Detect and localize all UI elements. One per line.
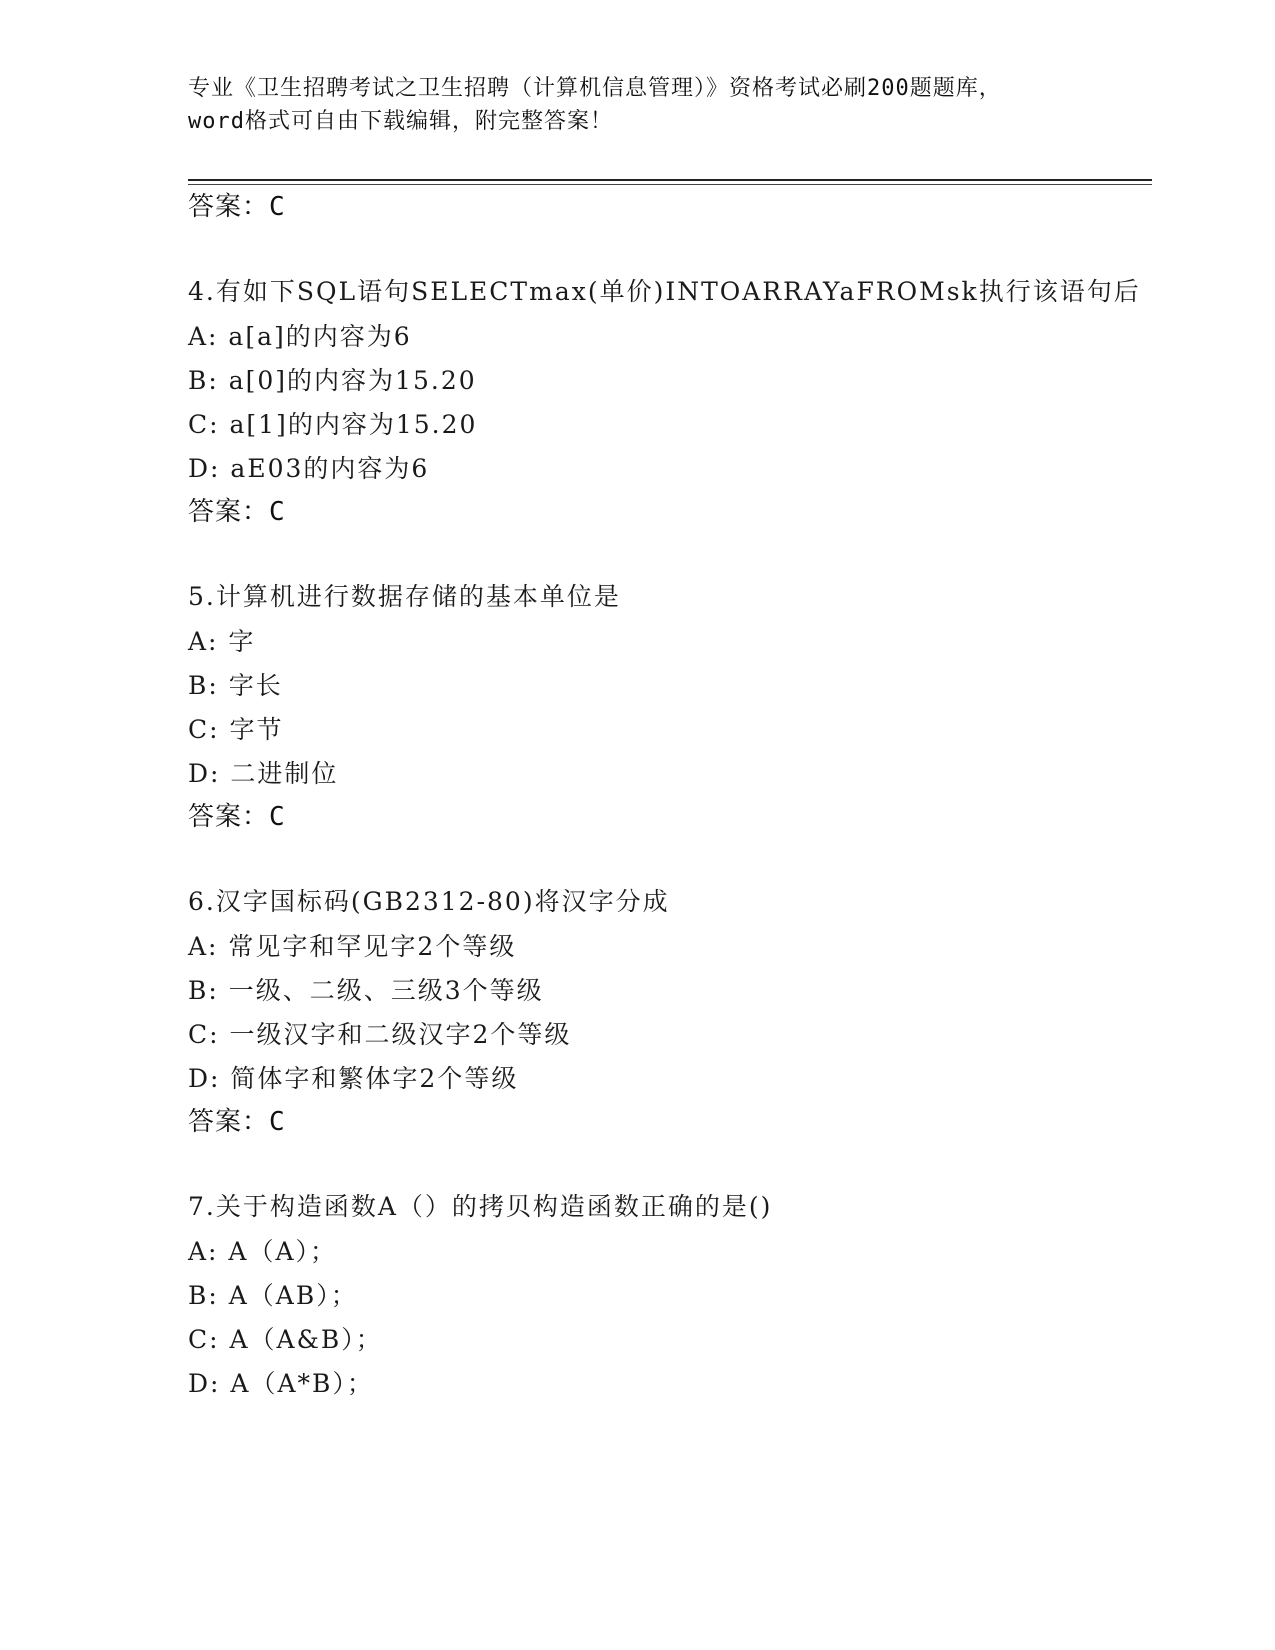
answer-line: 答案：C: [188, 192, 286, 222]
question-4-option-c: C: a[1]的内容为15.20: [188, 410, 478, 439]
question-6-option-c: C: 一级汉字和二级汉字2个等级: [188, 1020, 572, 1049]
question-5-answer: 答案：C: [188, 802, 286, 832]
question-5-option-c: C: 字节: [188, 715, 284, 744]
question-7-option-d: D: A（A*B）；: [188, 1369, 374, 1398]
question-7-option-a: A: A（A）；: [188, 1237, 338, 1266]
header-line-2: word格式可自由下载编辑，附完整答案！: [188, 109, 613, 134]
question-4-answer: 答案：C: [188, 497, 286, 527]
question-5-option-a: A: 字: [188, 627, 256, 656]
question-6-option-d: D: 简体字和繁体字2个等级: [188, 1064, 519, 1093]
header-divider-thin: [188, 184, 1152, 185]
question-4-option-d: D: aE03的内容为6: [188, 454, 430, 483]
question-5-option-d: D: 二进制位: [188, 759, 339, 788]
question-4-text: 4.有如下SQL语句SELECTmax(单价)INTOARRAYaFROMsk执行该语句后: [188, 277, 1141, 306]
question-4-option-b: B: a[0]的内容为15.20: [188, 366, 477, 395]
question-5-option-b: B: 字长: [188, 671, 283, 700]
question-6-option-a: A: 常见字和罕见字2个等级: [188, 932, 517, 961]
question-6-answer: 答案：C: [188, 1107, 286, 1137]
question-7-option-c: C: A（A&B）；: [188, 1325, 383, 1354]
header-line-1: 专业《卫生招聘考试之卫生招聘（计算机信息管理）》资格考试必刷200题题库，: [188, 76, 1002, 101]
document-header: [188, 72, 1088, 138]
question-5-text: 5.计算机进行数据存储的基本单位是: [188, 582, 621, 611]
question-6-option-b: B: 一级、二级、三级3个等级: [188, 976, 544, 1005]
question-7-text: 7.关于构造函数A（）的拷贝构造函数正确的是(): [188, 1192, 773, 1221]
question-4-option-a: A: a[a]的内容为6: [188, 322, 412, 351]
question-6-text: 6.汉字国标码(GB2312-80)将汉字分成: [188, 887, 670, 916]
header-divider-thick: [188, 179, 1152, 181]
question-7-option-b: B: A（AB）；: [188, 1281, 358, 1310]
